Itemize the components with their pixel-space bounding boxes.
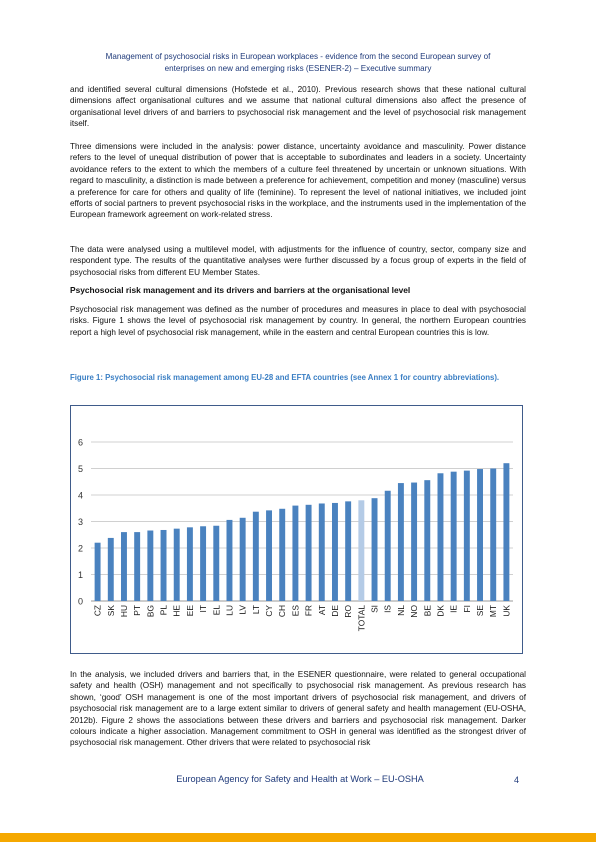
x-tick-label: MT: [488, 605, 499, 618]
x-tick-label: AT: [316, 605, 327, 616]
bar-sk: [108, 538, 114, 601]
bar-ie: [451, 472, 457, 601]
x-tick-label: SI: [369, 605, 380, 613]
y-tick-label: 2: [77, 543, 83, 554]
bar-si: [372, 498, 378, 601]
x-tick-label: TOTAL: [356, 605, 367, 632]
bar-is: [385, 491, 391, 601]
bar-es: [292, 506, 298, 601]
paragraph-drivers-barriers: In the analysis, we included drivers and barriers that, in the ESENER questionnaire, were related to general occupational safety and health (OSH) management and not specifically to psychosocial risk management. As previous research has shown, ‘good’ OSH management is one of the most important drivers of psychosocial risk management, and drivers of psychosocial risk management are to a large extent similar to drivers of general safety and health management (EU-OSHA, 2012b). Figure 2 shows the associations between these drivers and barriers and psychosocial risk management. Darker colours indicate a higher association. Management commitment to OSH in general was identified as the strongest driver of psychosocial risk management. Other drivers that were related to psychosocial risk: [70, 670, 526, 748]
x-tick-label: SE: [475, 605, 486, 617]
figure-caption: Figure 1: Psychosocial risk management among EU-28 and EFTA countries (see Annex 1 for country abbreviations).: [70, 373, 500, 382]
x-tick-label: ES: [290, 605, 301, 617]
x-tick-label: CH: [277, 605, 288, 618]
bar-dk: [438, 473, 444, 601]
bar-pl: [161, 530, 167, 601]
paragraph-three-dimensions: Three dimensions were included in the analysis: power distance, uncertainty avoidance and masculinity. Power distance refers to the level of unequal distribution of power that is acceptable to subordinates and leaders in a society. Uncertainty avoidance refers to the extent to which the members of a culture feel threatened by uncertain or unknown situations. With regard to masculinity, a distinction is made between a preference for achievement, competition and money (masculine) versus a preference for care for others and quality of life (feminine). To represent the level of national initiatives, we included joint efforts of social partners to prevent psychosocial risks in the workplace, and the instruments used in the implementation of the European framework agreement on work-related stress.: [70, 142, 526, 220]
x-tick-label: LV: [237, 605, 248, 615]
x-tick-label: FI: [461, 605, 472, 613]
x-tick-label: HE: [171, 605, 182, 617]
x-tick-label: LU: [224, 605, 235, 616]
running-header: [70, 51, 526, 75]
paragraph-risk-management: Psychosocial risk management was defined as the number of procedures and measures in place to deal with psychosocial risks. Figure 1 shows the level of psychosocial risk management by country. In general, the northern European countries report a high level of psychosocial risk management, while in the eastern and central European countries this is low.: [70, 305, 526, 337]
bar-ee: [187, 527, 193, 601]
bar-el: [213, 526, 219, 601]
bar-pt: [134, 532, 140, 601]
paragraph-data-analysis: The data were analysed using a multilevel model, with adjustments for the influence of country, sector, company size and respondent type. The results of the quantitative analyses were further discussed by a focus group of experts in the field of psychosocial risks from different EU Member States.: [70, 245, 526, 277]
bar-nl: [398, 483, 404, 601]
paragraph-cultural-dimensions: and identified several cultural dimensions (Hofstede et al., 2010). Previous research shows that these national cultural dimensions affect organisational cultures and we assume that national cultural dimensions also affect the presence of organisational level drivers of and barriers to psychosocial risk management and the level of psychosocial risk management itself.: [70, 85, 526, 129]
x-tick-label: DE: [329, 605, 340, 617]
running-header-line1: Management of psychosocial risks in European workplaces - evidence from the second European survey of: [105, 52, 491, 61]
bar-at: [319, 503, 325, 601]
bar-cz: [95, 543, 101, 601]
bar-ro: [345, 501, 351, 601]
x-tick-label: HU: [118, 605, 129, 618]
figure-1-chart: [70, 405, 523, 654]
y-tick-label: 1: [77, 570, 83, 580]
bar-bg: [147, 531, 153, 601]
x-tick-label: NL: [395, 605, 406, 616]
section-heading: Psychosocial risk management and its drivers and barriers at the organisational level: [70, 285, 411, 295]
page-number: 4: [514, 775, 520, 785]
x-tick-label: NO: [409, 605, 420, 618]
y-tick-label: 3: [77, 517, 83, 527]
y-tick-label: 0: [77, 596, 83, 607]
bar-it: [200, 526, 206, 601]
x-tick-label: LT: [250, 605, 261, 615]
bar-se: [477, 469, 483, 601]
bar-fi: [464, 471, 470, 601]
bar-total: [358, 500, 364, 601]
bar-he: [174, 529, 180, 601]
bar-cy: [266, 510, 272, 601]
footer-color-bar: [0, 833, 596, 842]
bar-lv: [240, 518, 246, 601]
x-tick-label: DK: [435, 605, 446, 617]
bar-uk: [503, 463, 509, 601]
bar-ch: [279, 509, 285, 601]
y-tick-label: 5: [77, 464, 83, 474]
bar-hu: [121, 532, 127, 601]
x-tick-label: CZ: [92, 605, 103, 617]
bar-mt: [490, 469, 496, 602]
bar-lu: [227, 520, 233, 601]
x-tick-label: EE: [184, 605, 195, 617]
bar-de: [332, 503, 338, 601]
x-tick-label: UK: [501, 605, 512, 617]
chart-svg: [71, 406, 522, 653]
bar-be: [424, 480, 430, 601]
x-tick-label: PL: [158, 605, 169, 616]
bar-no: [411, 483, 417, 601]
running-header-line2: enterprises on new and emerging risks (ESENER-2) – Executive summary: [164, 64, 432, 73]
bar-lt: [253, 512, 259, 601]
x-tick-label: IS: [382, 605, 393, 613]
x-tick-label: PT: [132, 605, 143, 616]
x-tick-label: SK: [105, 605, 116, 617]
x-tick-label: BG: [145, 605, 156, 618]
footer-agency: European Agency for Safety and Health at Work – EU-OSHA: [176, 774, 424, 784]
y-tick-label: 4: [77, 490, 83, 501]
x-tick-label: FR: [303, 605, 314, 617]
y-tick-label: 6: [77, 437, 83, 448]
x-tick-label: IE: [448, 605, 459, 613]
x-tick-label: CY: [264, 605, 275, 617]
x-tick-label: IT: [198, 605, 209, 613]
x-tick-label: EL: [211, 605, 222, 616]
bar-fr: [306, 505, 312, 601]
x-tick-label: RO: [343, 605, 354, 618]
x-tick-label: BE: [422, 605, 433, 617]
